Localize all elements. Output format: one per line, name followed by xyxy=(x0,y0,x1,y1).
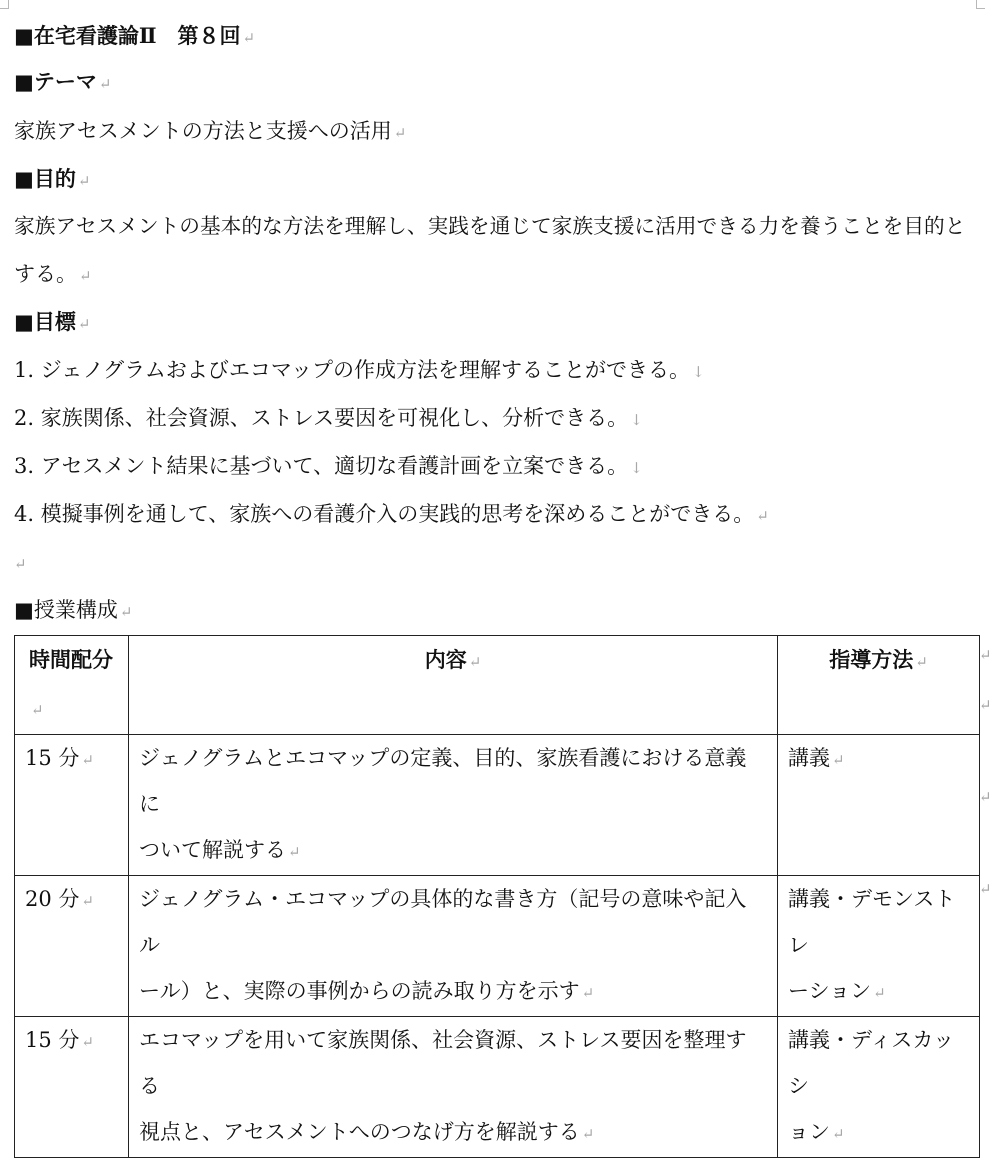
row-end-mark-icon: ↵ xyxy=(979,696,992,714)
cell-content[interactable]: ジェノグラムとエコマップの定義、目的、家族看護における意義に ついて解説する ↵ xyxy=(129,735,778,876)
table-row xyxy=(15,876,980,1017)
cell-method[interactable]: 講義・ディスカッシ ョン ↵ xyxy=(778,1017,980,1158)
cell-method[interactable]: 講義・デモンストレ ーション ↵ xyxy=(778,876,980,1017)
cell-mark-icon: ↵ xyxy=(832,751,845,769)
header-method[interactable]: 指導方法 ↵ xyxy=(778,636,980,735)
cell-time[interactable]: 15 分 ↵ xyxy=(15,1017,129,1158)
paragraph-mark-icon: ↵ xyxy=(119,603,133,621)
goals-heading[interactable]: ■目標 ↵ xyxy=(14,309,91,334)
paragraph-mark-icon: ↵ xyxy=(14,555,27,573)
header-content[interactable]: 内容 ↵ xyxy=(129,636,778,735)
cell-mark-icon: ↵ xyxy=(31,701,44,719)
row-end-mark-icon: ↵ xyxy=(979,646,992,664)
table-header-row xyxy=(15,636,980,735)
theme-heading[interactable]: ■テーマ ↵ xyxy=(14,69,112,94)
paragraph-mark-icon: ↵ xyxy=(77,172,91,190)
goal-item-4[interactable]: 4. 模擬事例を通して、家族への看護介入の実践的思考を深めることができる。 ↵ xyxy=(14,502,769,526)
document-title[interactable]: ■在宅看護論Ⅱ 第８回 ↵ xyxy=(14,23,256,48)
empty-paragraph[interactable] xyxy=(14,548,27,576)
cell-content[interactable]: ジェノグラム・エコマップの具体的な書き方（記号の意味や記入ル ール）と、実際の事例からの読み取り方を示す ↵ xyxy=(129,876,778,1017)
header-time[interactable]: 時間配分↵ xyxy=(15,636,129,735)
cell-mark-icon: ↵ xyxy=(81,751,94,769)
purpose-heading[interactable]: ■目的 ↵ xyxy=(14,166,91,191)
cell-content[interactable]: エコマップを用いて家族関係、社会資源、ストレス要因を整理する 視点と、アセスメントへのつなげ方を解説する ↵ xyxy=(129,1017,778,1158)
line-break-icon: ↓ xyxy=(630,459,643,477)
paragraph-mark-icon: ↵ xyxy=(77,315,91,333)
goal-item-3[interactable]: 3. アセスメント結果に基づいて、適切な看護計画を立案できる。 ↓ xyxy=(14,454,643,478)
paragraph-mark-icon: ↵ xyxy=(756,507,769,525)
cell-method[interactable]: 講義 ↵ xyxy=(778,735,980,876)
paragraph-mark-icon: ↵ xyxy=(393,124,407,142)
cell-mark-icon: ↵ xyxy=(81,1033,94,1051)
paragraph-mark-icon: ↵ xyxy=(98,75,112,93)
purpose-text-line-1[interactable]: 家族アセスメントの基本的な方法を理解し、実践を通じて家族支援に活用できる力を養うことを目的と xyxy=(14,214,966,238)
line-break-icon: ↓ xyxy=(692,363,705,381)
cell-mark-icon: ↵ xyxy=(581,984,595,1002)
goal-item-1[interactable]: 1. ジェノグラムおよびエコマップの作成方法を理解することができる。 ↓ xyxy=(14,358,705,382)
cell-mark-icon: ↵ xyxy=(581,1125,595,1143)
paragraph-mark-icon: ↵ xyxy=(79,267,92,285)
goal-item-2[interactable]: 2. 家族関係、社会資源、ストレス要因を可視化し、分析できる。 ↓ xyxy=(14,406,643,430)
page-corner-mark xyxy=(976,0,985,9)
theme-text[interactable]: 家族アセスメントの方法と支援への活用 ↵ xyxy=(14,119,407,143)
row-end-mark-icon: ↵ xyxy=(979,880,992,898)
paragraph-mark-icon: ↵ xyxy=(242,29,256,47)
structure-heading[interactable]: ■授業構成 ↵ xyxy=(14,598,133,622)
cell-mark-icon: ↵ xyxy=(81,892,94,910)
cell-mark-icon: ↵ xyxy=(288,843,301,861)
purpose-text-line-2[interactable]: する。 ↵ xyxy=(14,262,92,286)
cell-mark-icon: ↵ xyxy=(832,1125,845,1143)
cell-mark-icon: ↵ xyxy=(915,653,928,671)
line-break-icon: ↓ xyxy=(630,411,643,429)
cell-mark-icon: ↵ xyxy=(873,984,886,1002)
lesson-structure-table xyxy=(14,635,980,1158)
cell-time[interactable]: 15 分 ↵ xyxy=(15,735,129,876)
page-corner-mark xyxy=(0,0,9,9)
cell-time[interactable]: 20 分 ↵ xyxy=(15,876,129,1017)
cell-mark-icon: ↵ xyxy=(468,653,482,671)
row-end-mark-icon: ↵ xyxy=(979,788,992,806)
table-row xyxy=(15,735,980,876)
table-row xyxy=(15,1017,980,1158)
